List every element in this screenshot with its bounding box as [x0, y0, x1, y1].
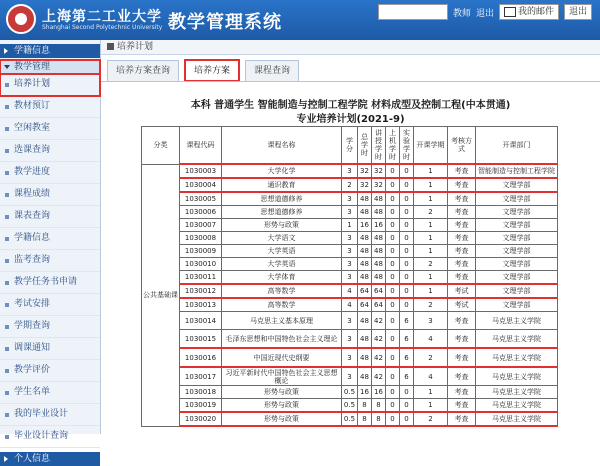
- cell-name: 马克思主义基本原理: [222, 312, 342, 330]
- table-row: [142, 348, 558, 367]
- cell-term: 1: [414, 164, 448, 178]
- page-icon: [107, 43, 114, 50]
- cell-code: 1030009: [180, 245, 222, 258]
- sidebar-item[interactable]: [0, 118, 100, 140]
- breadcrumb: [101, 40, 600, 55]
- cell-lab: 0: [400, 219, 414, 232]
- cell-name: 形势与政策: [222, 386, 342, 399]
- sidebar-item[interactable]: [0, 294, 100, 316]
- cell-name: 大学化学: [222, 164, 342, 178]
- sidebar-item[interactable]: [0, 140, 100, 162]
- cell-computer: 0: [386, 271, 400, 285]
- sidebar-head-personal[interactable]: [0, 452, 100, 466]
- sidebar-item-label: 选课查询: [14, 145, 51, 155]
- cell-computer: 0: [386, 330, 400, 349]
- sidebar-item[interactable]: [0, 250, 100, 272]
- cell-lab: 0: [400, 271, 414, 285]
- cell-dept: 文理学部: [476, 284, 558, 298]
- sidebar-item[interactable]: [0, 272, 100, 294]
- cell-credit: 3: [342, 245, 358, 258]
- cell-term: 2: [414, 348, 448, 367]
- cell-lecture: 32: [372, 178, 386, 192]
- tab-divider: [101, 81, 600, 82]
- table-row: [142, 219, 558, 232]
- cell-dept: 马克思主义学院: [476, 330, 558, 349]
- table-row: [142, 298, 558, 312]
- sidebar-item-label: 教材预订: [14, 101, 51, 111]
- cell-name: 大学语文: [222, 232, 342, 245]
- bullet-icon: [5, 193, 9, 197]
- sidebar-group-label: 教学管理: [14, 62, 51, 72]
- cell-lecture: 8: [372, 412, 386, 426]
- cell-credit: 3: [342, 330, 358, 349]
- cell-credit: 0.5: [342, 412, 358, 426]
- cell-lab: 6: [400, 330, 414, 349]
- nav-link-teacher[interactable]: 教师: [452, 8, 471, 19]
- cell-exam: 考查: [448, 330, 476, 349]
- cell-credit: 3: [342, 367, 358, 386]
- sidebar-item-label: 学籍信息: [14, 233, 51, 243]
- bullet-icon: [5, 215, 9, 219]
- cell-exam: 考查: [448, 367, 476, 386]
- cell-name: 大学体育: [222, 271, 342, 285]
- sidebar-item[interactable]: [0, 404, 100, 426]
- cell-credit: 3: [342, 192, 358, 206]
- cell-lecture: 48: [372, 258, 386, 271]
- university-logo: [6, 4, 36, 34]
- cell-code: 1030014: [180, 312, 222, 330]
- sidebar-item[interactable]: [0, 96, 100, 118]
- cell-term: 1: [414, 271, 448, 285]
- bullet-icon: [5, 237, 9, 241]
- cell-lab: 0: [400, 258, 414, 271]
- cell-code: 1030019: [180, 399, 222, 413]
- mail-icon: [504, 7, 516, 17]
- sidebar-item-label: 我的毕业设计: [14, 409, 69, 419]
- cell-total: 64: [358, 298, 372, 312]
- cell-code: 1030003: [180, 164, 222, 178]
- cell-computer: 0: [386, 298, 400, 312]
- cell-lab: 0: [400, 412, 414, 426]
- mail-button[interactable]: [499, 4, 559, 20]
- cell-term: 4: [414, 367, 448, 386]
- plan-title: 本科 普通学生 智能制造与控制工程学院 材料成型及控制工程(中本贯通): [190, 100, 511, 111]
- sidebar-item-label: 课表查询: [14, 211, 51, 221]
- header-exam: 考核方式: [448, 127, 476, 165]
- cell-lab: 6: [400, 367, 414, 386]
- bullet-icon: [5, 435, 9, 439]
- cell-lab: 0: [400, 178, 414, 192]
- cell-total: 32: [358, 164, 372, 178]
- cell-credit: 0.5: [342, 386, 358, 399]
- table-row: [142, 232, 558, 245]
- cell-total: 48: [358, 192, 372, 206]
- table-row: [142, 164, 558, 178]
- bullet-icon: [5, 303, 9, 307]
- sidebar-item[interactable]: [0, 228, 100, 250]
- cell-lab: 6: [400, 348, 414, 367]
- cell-exam: 考试: [448, 298, 476, 312]
- cell-total: 48: [358, 245, 372, 258]
- cell-exam: 考试: [448, 284, 476, 298]
- cell-exam: 考查: [448, 164, 476, 178]
- cell-credit: 3: [342, 348, 358, 367]
- cell-term: 1: [414, 232, 448, 245]
- cell-lecture: 42: [372, 348, 386, 367]
- cell-lecture: 42: [372, 367, 386, 386]
- cell-exam: 考查: [448, 386, 476, 399]
- sidebar-head-student-info[interactable]: [0, 44, 100, 58]
- main-content: [101, 40, 600, 434]
- cell-credit: 2: [342, 178, 358, 192]
- bullet-icon: [5, 259, 9, 263]
- sidebar-item-label: 教学进度: [14, 167, 51, 177]
- cell-term: 4: [414, 330, 448, 349]
- cell-total: 16: [358, 219, 372, 232]
- cell-name: 高等数学: [222, 298, 342, 312]
- cell-term: 1: [414, 399, 448, 413]
- bullet-icon: [5, 171, 9, 175]
- table-row: [142, 367, 558, 386]
- cell-lecture: 16: [372, 219, 386, 232]
- cell-credit: 3: [342, 206, 358, 219]
- header-toolbar: [378, 4, 592, 20]
- cell-dept: 文理学部: [476, 245, 558, 258]
- cell-exam: 考查: [448, 412, 476, 426]
- header-lecture-hours: 讲授学时: [372, 127, 386, 165]
- cell-dept: 马克思主义学院: [476, 412, 558, 426]
- cell-term: 1: [414, 219, 448, 232]
- sidebar-item[interactable]: [0, 426, 100, 448]
- cell-lecture: 8: [372, 399, 386, 413]
- system-title: 教学管理系统: [168, 12, 282, 33]
- cell-code: 1030010: [180, 258, 222, 271]
- bullet-icon: [5, 281, 9, 285]
- cell-lab: 0: [400, 164, 414, 178]
- tab-plan[interactable]: 培养方案: [185, 60, 239, 81]
- sidebar-item-label: 调课通知: [14, 343, 51, 353]
- mail-label: 我的邮件: [517, 7, 554, 17]
- cell-dept: 文理学部: [476, 219, 558, 232]
- cell-dept: 马克思主义学院: [476, 312, 558, 330]
- cell-total: 48: [358, 271, 372, 285]
- cell-computer: 0: [386, 386, 400, 399]
- cell-name: 形势与政策: [222, 412, 342, 426]
- cell-lab: 0: [400, 206, 414, 219]
- cell-lecture: 64: [372, 298, 386, 312]
- bullet-icon: [5, 391, 9, 395]
- cell-term: 2: [414, 258, 448, 271]
- sidebar-item[interactable]: [0, 184, 100, 206]
- cell-credit: 3: [342, 271, 358, 285]
- bullet-icon: [5, 127, 9, 131]
- cell-lab: 0: [400, 192, 414, 206]
- cell-exam: 考查: [448, 271, 476, 285]
- table-header-row: [142, 127, 558, 165]
- cell-dept: 文理学部: [476, 258, 558, 271]
- table-row: [142, 258, 558, 271]
- cell-term: 2: [414, 412, 448, 426]
- cell-computer: 0: [386, 206, 400, 219]
- header-name: 课程名称: [222, 127, 342, 165]
- cell-name: 习近平新时代中国特色社会主义思想概论: [222, 367, 342, 386]
- cell-total: 32: [358, 178, 372, 192]
- cell-lecture: 16: [372, 386, 386, 399]
- sidebar-item-label: 空闲教室: [14, 123, 51, 133]
- sidebar-item[interactable]: [0, 206, 100, 228]
- caret-right-icon: [4, 48, 8, 54]
- cell-credit: 1: [342, 219, 358, 232]
- sidebar-item[interactable]: [0, 360, 100, 382]
- sidebar-item[interactable]: [0, 338, 100, 360]
- cell-dept: 智能制造与控制工程学院: [476, 164, 558, 178]
- sidebar-item[interactable]: [0, 162, 100, 184]
- sidebar-item-label: 毕业设计查询: [14, 431, 69, 441]
- cell-total: 48: [358, 348, 372, 367]
- cell-lab: 6: [400, 312, 414, 330]
- cell-computer: 0: [386, 367, 400, 386]
- cell-dept: 马克思主义学院: [476, 386, 558, 399]
- cell-code: 1030005: [180, 192, 222, 206]
- cell-exam: 考查: [448, 245, 476, 258]
- sidebar-item-plan[interactable]: [0, 74, 100, 96]
- cell-computer: 0: [386, 312, 400, 330]
- sidebar-item[interactable]: [0, 316, 100, 338]
- cell-computer: 0: [386, 192, 400, 206]
- table-row: [142, 206, 558, 219]
- table-row: [142, 312, 558, 330]
- cell-credit: 3: [342, 258, 358, 271]
- tab-bar: [107, 60, 299, 81]
- cell-code: 1030015: [180, 330, 222, 349]
- cell-computer: 0: [386, 232, 400, 245]
- cell-credit: 4: [342, 284, 358, 298]
- cell-exam: 考查: [448, 206, 476, 219]
- cell-code: 1030011: [180, 271, 222, 285]
- cell-lecture: 42: [372, 312, 386, 330]
- cell-name: 中国近现代史纲要: [222, 348, 342, 367]
- cell-code: 1030007: [180, 219, 222, 232]
- nav-link-logout[interactable]: 退出: [475, 8, 494, 19]
- cell-lecture: 48: [372, 192, 386, 206]
- cell-total: 48: [358, 312, 372, 330]
- bullet-icon: [5, 325, 9, 329]
- cell-lecture: 48: [372, 271, 386, 285]
- cell-lab: 0: [400, 298, 414, 312]
- sidebar-item-label: 监考查询: [14, 255, 51, 265]
- table-row: [142, 271, 558, 285]
- sidebar-item-label: 教学任务书申请: [14, 277, 78, 287]
- cell-term: 2: [414, 298, 448, 312]
- sidebar-head-label: 个人信息: [14, 454, 51, 464]
- cell-dept: 文理学部: [476, 232, 558, 245]
- sidebar-item-label: 教学评价: [14, 365, 51, 375]
- cell-name: 思想道德修养: [222, 206, 342, 219]
- cell-lecture: 64: [372, 284, 386, 298]
- cell-exam: 考查: [448, 232, 476, 245]
- cell-term: 1: [414, 284, 448, 298]
- cell-code: 1030016: [180, 348, 222, 367]
- university-name-en: Shanghai Second Polytechnic University: [42, 24, 163, 31]
- cell-name: 大学英语: [222, 245, 342, 258]
- cell-exam: 考查: [448, 192, 476, 206]
- university-name: 上海第二工业大学: [42, 9, 162, 25]
- category-cell: 公共基础课: [142, 164, 180, 426]
- cell-computer: 0: [386, 245, 400, 258]
- cell-dept: 文理学部: [476, 192, 558, 206]
- cell-exam: 考查: [448, 348, 476, 367]
- cell-name: 大学英语: [222, 258, 342, 271]
- header-lab-hours: 实验学时: [400, 127, 414, 165]
- cell-lab: 0: [400, 245, 414, 258]
- cell-exam: 考查: [448, 399, 476, 413]
- cell-credit: 3: [342, 164, 358, 178]
- caret-down-icon: [4, 65, 10, 69]
- bullet-icon: [5, 105, 9, 109]
- sidebar: [0, 40, 101, 464]
- cell-exam: 考查: [448, 178, 476, 192]
- cell-total: 48: [358, 232, 372, 245]
- header-dept: 开课部门: [476, 127, 558, 165]
- cell-total: 64: [358, 284, 372, 298]
- bullet-icon: [5, 83, 9, 87]
- cell-lab: 0: [400, 399, 414, 413]
- sidebar-item-label: 学期查询: [14, 321, 51, 331]
- cell-code: 1030018: [180, 386, 222, 399]
- cell-name: 形势与政策: [222, 399, 342, 413]
- tab-plan-query[interactable]: 培养方案查询: [107, 60, 179, 81]
- cell-lab: 0: [400, 284, 414, 298]
- cell-dept: 文理学部: [476, 271, 558, 285]
- header-code: 课程代码: [180, 127, 222, 165]
- bullet-icon: [5, 149, 9, 153]
- cell-dept: 文理学部: [476, 206, 558, 219]
- cell-dept: 文理学部: [476, 298, 558, 312]
- plan-subtitle: 专业培养计划(2021-9): [296, 114, 405, 125]
- cell-name: 思想道德修养: [222, 192, 342, 206]
- cell-term: 1: [414, 192, 448, 206]
- cell-code: 1030004: [180, 178, 222, 192]
- header-computer-hours: 上机学时: [386, 127, 400, 165]
- sidebar-group-teaching[interactable]: [0, 60, 100, 74]
- header-total-hours: 总学时: [358, 127, 372, 165]
- cell-dept: 马克思主义学院: [476, 399, 558, 413]
- cell-credit: 3: [342, 312, 358, 330]
- cell-term: 1: [414, 245, 448, 258]
- cell-computer: 0: [386, 219, 400, 232]
- cell-term: 1: [414, 386, 448, 399]
- cell-computer: 0: [386, 412, 400, 426]
- header-term: 开课学期: [414, 127, 448, 165]
- cell-code: 1030008: [180, 232, 222, 245]
- cell-code: 1030020: [180, 412, 222, 426]
- bullet-icon: [5, 347, 9, 351]
- cell-total: 48: [358, 330, 372, 349]
- cell-lab: 0: [400, 386, 414, 399]
- cell-computer: 0: [386, 258, 400, 271]
- cell-name: 毛泽东思想和中国特色社会主义理论: [222, 330, 342, 349]
- cell-computer: 0: [386, 348, 400, 367]
- cell-lecture: 48: [372, 232, 386, 245]
- cell-name: 通识教育: [222, 178, 342, 192]
- caret-right-icon: [4, 456, 8, 462]
- bullet-icon: [5, 369, 9, 373]
- cell-exam: 考查: [448, 312, 476, 330]
- app-header: [0, 0, 600, 40]
- table-row: [142, 412, 558, 426]
- sidebar-item-label: 培养计划: [14, 79, 51, 89]
- cell-lecture: 48: [372, 245, 386, 258]
- cell-code: 1030013: [180, 298, 222, 312]
- table-row: [142, 330, 558, 349]
- sidebar-item-label: 考试安排: [14, 299, 51, 309]
- table-row: [142, 386, 558, 399]
- cell-credit: 3: [342, 232, 358, 245]
- cell-total: 16: [358, 386, 372, 399]
- sidebar-item[interactable]: [0, 382, 100, 404]
- header-credit: 学分: [342, 127, 358, 165]
- cell-lab: 0: [400, 232, 414, 245]
- cell-computer: 0: [386, 399, 400, 413]
- cell-computer: 0: [386, 178, 400, 192]
- sidebar-item-label: 课程成绩: [14, 189, 51, 199]
- cell-name: 形势与政策: [222, 219, 342, 232]
- cell-code: 1030006: [180, 206, 222, 219]
- cell-term: 3: [414, 312, 448, 330]
- table-row: [142, 245, 558, 258]
- cell-code: 1030017: [180, 367, 222, 386]
- cell-exam: 考查: [448, 258, 476, 271]
- cell-total: 8: [358, 399, 372, 413]
- cell-dept: 马克思主义学院: [476, 367, 558, 386]
- sidebar-item-label: 学生名单: [14, 387, 51, 397]
- bullet-icon: [5, 413, 9, 417]
- cell-total: 8: [358, 412, 372, 426]
- header-category: 分类: [142, 127, 180, 165]
- table-row: [142, 192, 558, 206]
- cell-computer: 0: [386, 284, 400, 298]
- cell-dept: 文理学部: [476, 178, 558, 192]
- cell-total: 48: [358, 206, 372, 219]
- table-row: [142, 284, 558, 298]
- cell-term: 1: [414, 178, 448, 192]
- cell-total: 48: [358, 367, 372, 386]
- cell-total: 48: [358, 258, 372, 271]
- table-row: [142, 178, 558, 192]
- tab-course-query[interactable]: 课程查询: [245, 60, 299, 81]
- cell-computer: 0: [386, 164, 400, 178]
- cell-code: 1030012: [180, 284, 222, 298]
- user-name-box: [378, 4, 448, 20]
- cell-name: 高等数学: [222, 284, 342, 298]
- cell-exam: 考查: [448, 219, 476, 232]
- cell-dept: 马克思主义学院: [476, 348, 558, 367]
- breadcrumb-label: 培养计划: [117, 42, 154, 52]
- cell-term: 2: [414, 206, 448, 219]
- sidebar-head-label: 学籍信息: [14, 46, 51, 56]
- cell-lecture: 42: [372, 330, 386, 349]
- cell-lecture: 32: [372, 164, 386, 178]
- cell-credit: 4: [342, 298, 358, 312]
- table-row: [142, 399, 558, 413]
- plan-table: [141, 126, 558, 427]
- quit-button[interactable]: 退出: [564, 4, 592, 20]
- cell-lecture: 48: [372, 206, 386, 219]
- cell-credit: 0.5: [342, 399, 358, 413]
